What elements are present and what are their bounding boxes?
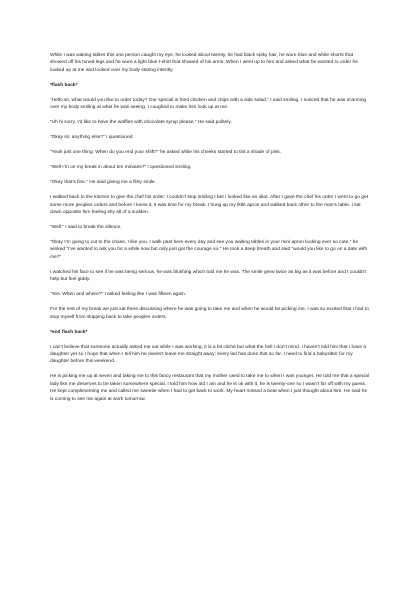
paragraph-9: I walked back to the kitchen to give the chef his order; I couldn’t stop smiling I bet I looked like an idiot. After I gave the chef his order I went to go get some more peoples orders and before I knew it, it was time for my break. I hung up my little apron and walked back other to the man’s table. I sat down opposite him feeling shy all of a sudden. xyxy=(50,195,368,216)
flash-back-marker: *flash back* xyxy=(50,82,78,88)
paragraph-1: While I was waiting tables this one person caught my eye, he looked about twenty, he had black spiky hair, he wore blue and white shorts that showed off his toned legs and he wore a light blue t-shirt that showed of his arms. When I went up to him and asked what he wanted to order he looked up at me and looked over my body staring intently. xyxy=(50,53,358,73)
paragraph-4: “Uh hi sorry. I’d like to have the waffles with chocolate syrup please.” He said politely. xyxy=(50,120,232,126)
paragraph-6: “Yeah just one thing. When do you end your shift?” he asked while his cheeks started to tint a shade of pink. xyxy=(50,150,282,156)
paragraph-7: “Well I’m on my break in about ten minutes?” I questioned smiling. xyxy=(50,165,192,171)
paragraph-3: “Hello sir, what would you like to order today? Our special is fried chicken and chips with a side salad.” I said smiling. I noticed that he was scanning over my body smiling at what he was seeing. I coughed to make him look up at me. xyxy=(50,97,367,111)
paragraph-12: I watched his face to see if he was being serious, he was blushing which told me he was. The smile grew twice as big as it was before and I couldn’t help but feel giddy. xyxy=(50,269,367,283)
paragraph-17: He is picking me up at seven and taking me to this fancy restaurant that my mother used to take me to when I was younger. He told me that a special lady like me deserves to be taken somewhere special. I told him how old I am and he is ok with it, he is twenty-one so I wasn’t far off with my guess. He kept complimenting me and called me sweetie when I had to get back to work. My heart missed a beat when I just thought about him. He said he is coming to see me again at work tomorrow. xyxy=(50,374,370,402)
end-flash-back-marker: *end flash back* xyxy=(50,329,88,335)
paragraph-13: “Yes. When and where?” I asked feeling like I was fifteen again. xyxy=(50,292,187,298)
paragraph-11: “Okay I’m going to cut to the chase, I like you. I walk past here every day and see you waiting tables in your mini apron looking ever so cute,” he winked “I’ve wanted to ask you for a while now but only just got the courage so.” He took a deep breath and said “would you like to go on a date with me?” xyxy=(50,240,368,260)
paragraph-5: “Okay sir, anything else?” I questioned. xyxy=(50,135,134,141)
paragraph-14: For the rest of my break we just sat there discussing where he was going to take me and when he would be picking me. I was so excited that I had to stop myself from skipping back to take peoples orders. xyxy=(50,307,369,320)
paragraph-16: I can’t believe that someone actually asked me out while I was working, it is a bit cliché but what the hell I don’t mind. I haven’t told him that I have a daughter yet so I hope that when I tell him he doesn’t leave me straight away; every lad has done that so far. I need to find a babysitter for my daughter before this weekend. xyxy=(50,344,367,365)
paragraph-10: “Well.” I said to break the silence. xyxy=(50,225,122,231)
paragraph-8: “Okay that’s fine.” He said giving me a flirty smile. xyxy=(50,180,156,186)
